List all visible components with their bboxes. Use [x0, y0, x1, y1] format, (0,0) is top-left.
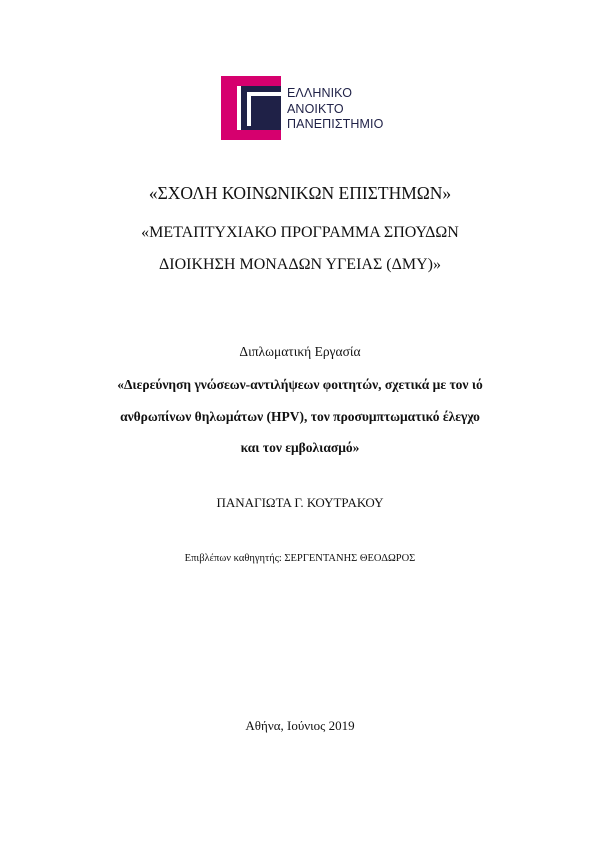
logo-line-3: ΠΑΝΕΠΙΣΤΗΜΙΟ	[287, 117, 384, 131]
logo-line-1: ΕΛΛΗΝΙΚΟ	[287, 86, 353, 100]
place-and-date: Αθήνα, Ιούνιος 2019	[245, 718, 355, 733]
thesis-title-line-1: «Διερεύνηση γνώσεων-αντιλήψεων φοιτητών, σχετικά με τον ιό	[117, 377, 483, 392]
programme-line-2: ΔΙΟΙΚΗΣΗ ΜΟΝΑΔΩΝ ΥΓΕΙΑΣ (ΔΜΥ)»	[158, 256, 441, 273]
university-emblem-icon	[221, 72, 281, 144]
thesis-title-line-3: και τον εμβολιασμό»	[240, 440, 360, 455]
thesis-title-line-2: ανθρωπίνων θηλωμάτων (HPV), τον προσυμπτωματικό έλεγχο	[120, 409, 480, 424]
supervisor-line: Επιβλέπων καθηγητής: ΣΕΡΓΕΝΤΑΝΗΣ ΘΕΟΔΩΡΟΣ	[184, 553, 416, 564]
university-logo	[221, 72, 411, 144]
programme-line-1: «ΜΕΤΑΠΤΥΧΙΑΚΟ ΠΡΟΓΡΑΜΜΑ ΣΠΟΥΔΩΝ	[141, 224, 459, 241]
logo-line-2: ΑΝΟΙΚΤΟ	[287, 101, 344, 116]
author-name: ΠΑΝΑΓΙΩΤΑ Γ. ΚΟΥΤΡΑΚΟΥ	[216, 495, 384, 510]
thesis-type: Διπλωματική Εργασία	[239, 344, 361, 359]
logo-wordmark	[287, 86, 383, 133]
school-heading: «ΣΧΟΛΗ ΚΟΙΝΩΝΙΚΩΝ ΕΠΙΣΤΗΜΩΝ»	[148, 183, 452, 203]
